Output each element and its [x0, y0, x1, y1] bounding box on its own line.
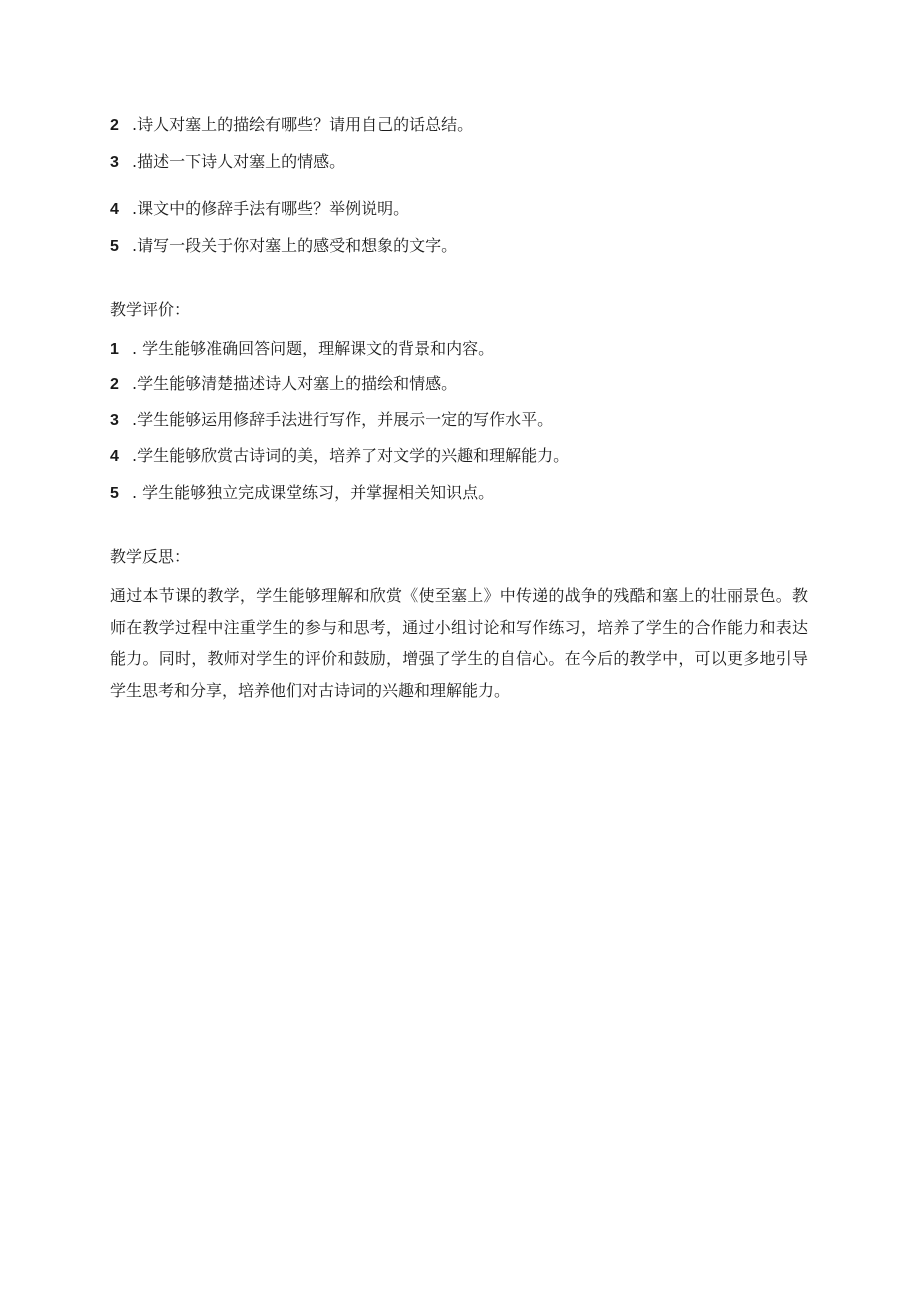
question-item: [110, 197, 409, 221]
question-number: 3: [110, 154, 119, 171]
evaluation-item: [110, 481, 494, 505]
question-number: 5: [110, 238, 119, 255]
evaluation-number: 4: [110, 448, 119, 465]
question-item: [110, 113, 473, 137]
reflection-heading: 教学反思：: [110, 547, 191, 566]
question-item: [110, 150, 345, 174]
evaluation-text: .学生能够欣赏古诗词的美，培养了对文学的兴趣和理解能力。: [132, 446, 570, 465]
question-number: 4: [110, 201, 119, 218]
question-text: .课文中的修辞手法有哪些？举例说明。: [132, 199, 410, 218]
evaluation-number: 1: [110, 341, 119, 358]
evaluation-text: .学生能够运用修辞手法进行写作，并展示一定的写作水平。: [132, 410, 554, 429]
evaluation-item: [110, 372, 457, 396]
evaluation-text: . 学生能够独立完成课堂练习，并掌握相关知识点。: [132, 483, 495, 502]
evaluation-text: . 学生能够准确回答问题，理解课文的背景和内容。: [132, 339, 495, 358]
evaluation-number: 5: [110, 485, 119, 502]
evaluation-number: 3: [110, 412, 119, 429]
question-text: .描述一下诗人对塞上的情感。: [132, 152, 346, 171]
reflection-paragraph: 通过本节课的教学，学生能够理解和欣赏《使至塞上》中传递的战争的残酷和塞上的壮丽景色。教师在教学过程中注重学生的参与和思考，通过小组讨论和写作练习，培养了学生的合作能力和表达能力。同时，教师对学生的评价和鼓励，增强了学生的自信心。在今后的教学中，可以更多地引导学生思考和分享，培养他们对古诗词的兴趣和理解能力。: [110, 586, 808, 700]
evaluation-heading: 教学评价：: [110, 300, 191, 319]
evaluation-item: [110, 337, 494, 361]
evaluation-number: 2: [110, 376, 119, 393]
question-text: .请写一段关于你对塞上的感受和想象的文字。: [132, 236, 458, 255]
evaluation-text: .学生能够清楚描述诗人对塞上的描绘和情感。: [132, 374, 458, 393]
question-item: [110, 234, 457, 258]
question-text: .诗人对塞上的描绘有哪些？请用自己的话总结。: [132, 115, 474, 134]
question-number: 2: [110, 117, 119, 134]
evaluation-item: [110, 444, 569, 468]
evaluation-item: [110, 408, 553, 432]
